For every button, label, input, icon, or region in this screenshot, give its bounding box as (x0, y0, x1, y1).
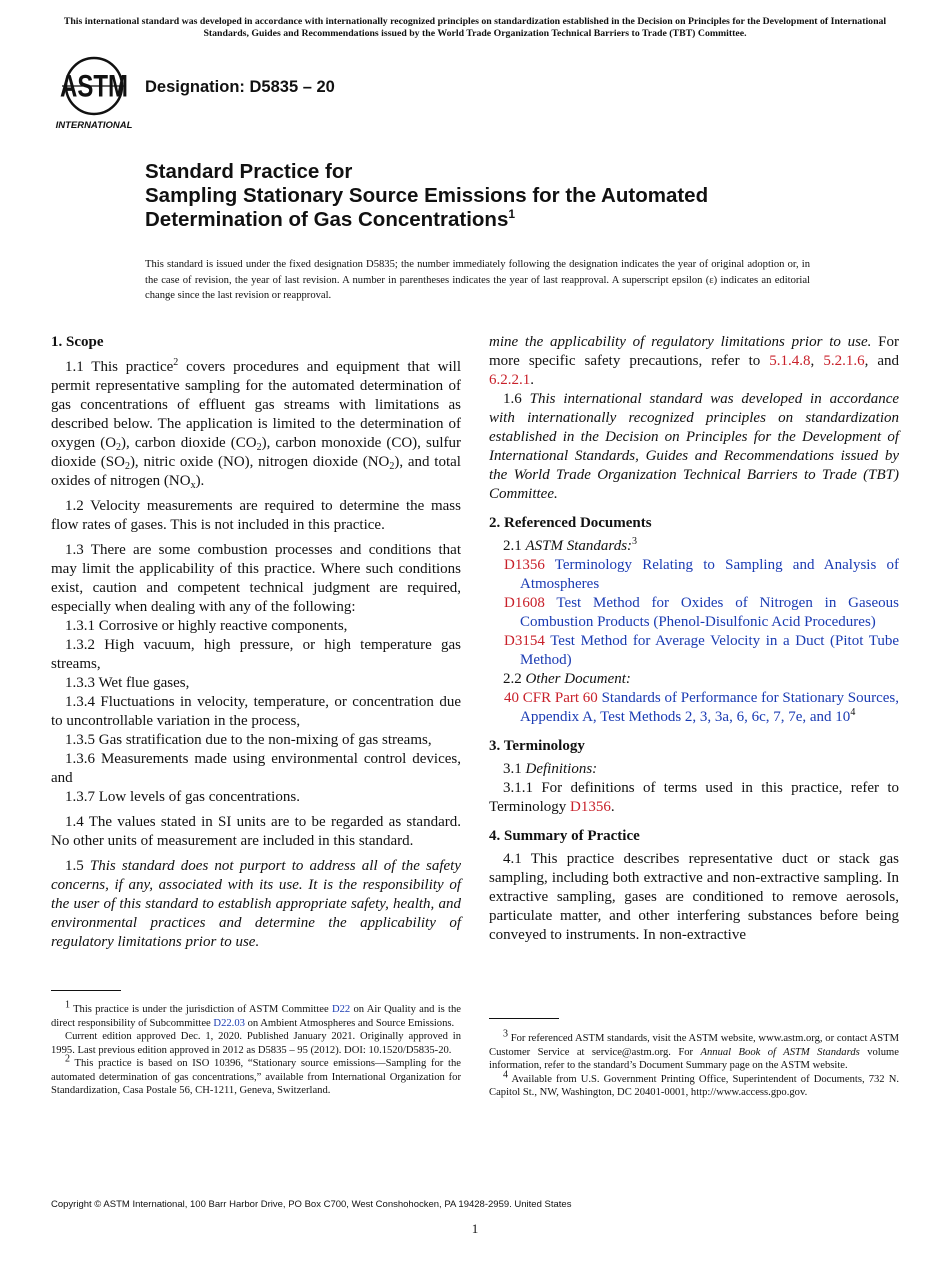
list-item: 1.3.5 Gas stratification due to the non-mixing of gas streams, (65, 732, 432, 748)
reference-item[interactable]: D3154 Test Method for Average Velocity in a Duct (Pitot Tube Method) (504, 633, 899, 668)
section-heading-scope: 1. Scope (51, 334, 104, 350)
title-line-1: Standard Practice for (145, 160, 353, 183)
link-d1356[interactable]: D1356 (570, 799, 611, 815)
footnotes-left (51, 999, 462, 1098)
para-1-4: 1.4 The values stated in SI units are to be regarded as standard. No other units of measurement are included in this standard. (51, 814, 461, 849)
logo-text: ASTM (60, 68, 128, 104)
para-4-1: 4.1 This practice describes representative duct or stack gas sampling, including both extractive and non-extractive sampling. In extractive sampling, gases are conditioned to remove aerosols, particulate matter, and other interfering substances before being conveyed to instruments. In non-extractive (489, 851, 899, 943)
para-3-1-1: 3.1.1 For definitions of terms used in this practice, refer to Terminology D1356. (489, 780, 899, 815)
title-line-2: Sampling Stationary Source Emissions for the Automated (145, 184, 709, 207)
footnote-divider (51, 990, 121, 991)
footnote-edition: Current edition approved Dec. 1, 2020. Published January 2021. Originally approved in 1995. Last previous edition approved in 2012 as D5835 – 95 (2012). DOI: 10.1520/D5835-20. (51, 1031, 461, 1056)
list-item: 1.3.2 High vacuum, high pressure, or high temperature gas streams, (51, 637, 461, 672)
right-column (489, 333, 899, 945)
link-d22[interactable]: D22 (331, 1004, 351, 1015)
issuance-note: This standard is issued under the fixed designation D5835; the number immediately following the designation indicates the year of original adoption or, in the case of revision, the year of last revision. A number in parentheses indicates the year of last reapproval. A superscript epsilon (ε) indicates an editorial change since the last revision or reapproval. (145, 259, 810, 301)
list-item: 1.3.4 Fluctuations in velocity, temperature, or concentration due to uncontrollable variation in the process, (51, 694, 461, 729)
title-footnote-ref[interactable]: 1 (508, 207, 516, 222)
logo-subtext: INTERNATIONAL (55, 120, 133, 131)
list-item: 1.3.1 Corrosive or highly reactive components, (65, 618, 348, 634)
para-1-6: 1.6 This international standard was developed in accordance with internationally recognized principles on standardization established in the Decision on Principles for the Development of International Standards, Guides and Recommendations issued by the World Trade Organization Technical Barriers to Trade (TBT) Committee. (489, 391, 900, 502)
footnote-4: $^4$ Available from U.S. Government Printing Office, Superintendent of Documents, 732 N. Capitol St., NW, Washington, DC 20401-0001, http://www.access.gpo.gov. (489, 1068, 899, 1098)
list-item: 1.3.3 Wet flue gases, (65, 675, 190, 691)
other-document-label: 2.2 Other Document: (503, 671, 631, 687)
footnotes-right (489, 1028, 899, 1100)
copyright: Copyright © ASTM International, 100 Barr Harbor Drive, PO Box C700, West Conshohocken, PA 19428-2959. United States (51, 1199, 572, 1210)
list-item: 1.3.7 Low levels of gas concentrations. (65, 789, 300, 805)
footnote-1: $^1$ This practice is under the jurisdiction of ASTM Committee D22 on Air Quality and is the direct responsibility of Subcommittee D22.03 on Ambient Atmospheres and Source Emissions. (51, 999, 462, 1029)
para-1-2: 1.2 Velocity measurements are required to determine the mass flow rates of gases. This is not included in this practice. (51, 498, 461, 533)
astm-logo (54, 56, 134, 132)
link-5-1-4-8[interactable]: 5.1.4.8 (769, 353, 811, 369)
designation: Designation: D5835 – 20 (145, 78, 335, 96)
document-title (145, 160, 708, 232)
para-1-1: 1.1 This practice$^2$ covers procedures and equipment that will permit representative sampling for the automated determination of gas concentrations of effluent gas streams with limitations as described below. The application is limited to the determination of oxygen $(O_2)$, carbon dioxide $(CO_2)$, carbon monoxide (CO), sulfur dioxide $(SO_2)$, nitric oxide (NO), nitrogen dioxide $(NO_2)$, and total oxides of nitrogen $(NO_x)$. (51, 357, 461, 491)
definitions-label: 3.1 Definitions: (503, 761, 598, 777)
reference-item-cfr[interactable]: 40 CFR Part 60 Standards of Performance for Stationary Sources, Appendix A, Test Methods 2, 3, 3a, 6, 6c, 7, 7e, and $10^4$ (504, 690, 900, 725)
reference-item[interactable]: D1608 Test Method for Oxides of Nitrogen in Gaseous Combustion Products (Phenol-Disulfonic Acid Procedures) (504, 595, 900, 630)
page-number: 1 (471, 1221, 479, 1236)
para-1-5-end: mine the applicability of regulatory limitations prior to use. For more specific safety precautions, refer to 5.1.4.8, 5.2.1.6, and 6.2.2.1. (489, 334, 900, 388)
link-6-2-2-1[interactable]: 6.2.2.1 (489, 372, 531, 388)
para-1-3: 1.3 There are some combustion processes and conditions that may limit the applicability of this practice. Where such conditions exist, caution and competent technical judgment are required, especially when dealing with any of the following: (51, 542, 461, 615)
section-heading-terminology: 3. Terminology (489, 738, 585, 754)
left-column (51, 333, 462, 950)
reference-item[interactable]: D1356 Terminology Relating to Sampling and Analysis of Atmospheres (504, 557, 899, 592)
footnote-2: $^2$ This practice is based on ISO 10396, “Stationary source emissions—Sampling for the automated determination of gas concentrations,” available from International Organization for Standardization, Casa Postale 56, CH-1211, Geneva, Switzerland. (51, 1053, 461, 1096)
section-heading-referenced: 2. Referenced Documents (489, 515, 652, 531)
astm-standards-label: 2.1 ASTM Standards:$^3$ (503, 536, 638, 554)
para-1-5-start: 1.5 This standard does not purport to address all of the safety concerns, if any, associated with its use. It is the responsibility of the user of this standard to establish appropriate safety, health, and environmental practices and determine the applicability of regulatory limitations prior to use. (51, 858, 462, 950)
footnote-divider (489, 1018, 559, 1019)
title-line-3: Determination of Gas Concentrations (145, 208, 509, 231)
list-item: 1.3.6 Measurements made using environmental control devices, and (51, 751, 461, 786)
link-5-2-1-6[interactable]: 5.2.1.6 (823, 353, 865, 369)
section-heading-summary: 4. Summary of Practice (489, 828, 640, 844)
top-note: This international standard was developed in accordance with internationally recognized principles on standardization established in the Decision on Principles for the Development of International Standards, Guides and Recommendations issued by the World Trade Organization Technical Barriers to Trade (TBT) Committee. (63, 16, 887, 39)
link-d22-03[interactable]: D22.03 (213, 1017, 245, 1029)
footnote-3: $^3$ For referenced ASTM standards, visit the ASTM website, www.astm.org, or contact ASTM Customer Service at service@astm.org. For Annual Book of ASTM Standards volume information, refer to the standard’s Document Summary page on the ASTM website. (489, 1028, 899, 1071)
